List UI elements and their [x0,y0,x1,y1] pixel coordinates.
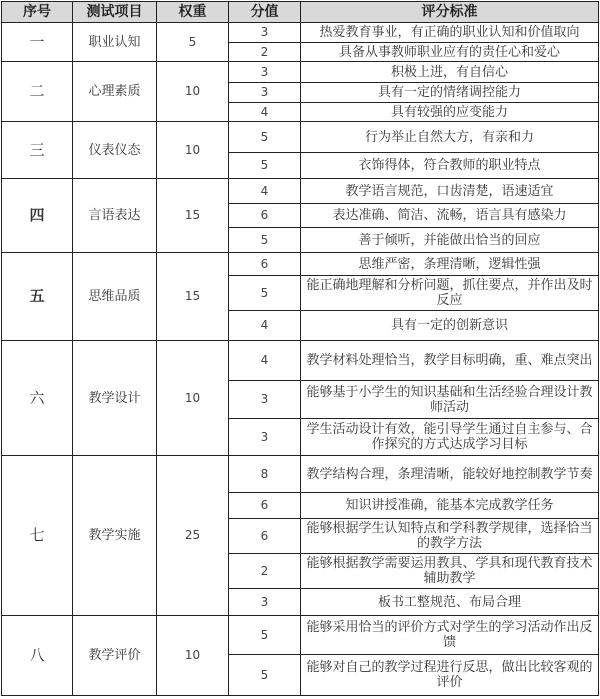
header-item: 测试项目 [73,2,157,23]
score-value: 4 [229,179,301,204]
test-item: 职业认知 [73,23,157,62]
criterion-text: 教学语言规范，口齿清楚，语速适宜 [301,179,599,204]
weight-value: 10 [157,341,229,456]
criterion-text: 积极上进，有自信心 [301,62,599,83]
section-number: 七 [2,456,73,616]
criterion-text: 板书工整规范、布局合理 [301,589,599,616]
test-item: 教学设计 [73,341,157,456]
score-value: 3 [229,419,301,456]
test-item: 教学实施 [73,456,157,616]
table-row [2,62,599,83]
section-number: 二 [2,62,73,122]
criterion-text: 能够根据教学需要运用教具、学具和现代教育技术辅助教学 [301,554,599,589]
score-value: 2 [229,554,301,589]
test-item: 言语表达 [73,179,157,253]
section-number: 八 [2,616,73,696]
header-seq: 序号 [2,2,73,23]
score-value: 5 [229,153,301,179]
table-row [2,122,599,153]
table-row [2,456,599,493]
score-value: 3 [229,23,301,43]
score-value: 6 [229,204,301,228]
criterion-text: 教学材料处理恰当，教学目标明确，重、难点突出 [301,341,599,381]
weight-value: 15 [157,253,229,341]
criterion-text: 教学结构合理，条理清晰，能较好地控制教学节奏 [301,456,599,493]
table-row [2,341,599,381]
criterion-text: 知识讲授准确，能基本完成教学任务 [301,493,599,519]
criterion-text: 行为举止自然大方，有亲和力 [301,122,599,153]
score-value: 3 [229,62,301,83]
weight-value: 25 [157,456,229,616]
table-row [2,23,599,43]
criterion-text: 能正确地理解和分析问题，抓住要点，并作出及时反应 [301,276,599,311]
criterion-text: 能够根据学生认知特点和学科教学规律，选择恰当的教学方法 [301,519,599,554]
table-row [2,616,599,655]
score-value: 3 [229,381,301,419]
criterion-text: 具有一定的情绪调控能力 [301,83,599,103]
weight-value: 5 [157,23,229,62]
criterion-text: 衣饰得体，符合教师的职业特点 [301,153,599,179]
header-criteria: 评分标准 [301,2,599,23]
criterion-text: 思维严密，条理清晰，逻辑性强 [301,253,599,276]
criterion-text: 能够对自己的教学过程进行反思，做出比较客观的评价 [301,655,599,696]
score-value: 5 [229,122,301,153]
score-value: 6 [229,493,301,519]
score-value: 6 [229,253,301,276]
score-value: 5 [229,228,301,253]
score-value: 2 [229,43,301,62]
section-number: 一 [2,23,73,62]
weight-value: 10 [157,122,229,179]
score-value: 3 [229,83,301,103]
test-item: 仪表仪态 [73,122,157,179]
score-value: 5 [229,616,301,655]
table-body [2,23,599,696]
table-row [2,253,599,276]
score-value: 6 [229,519,301,554]
section-number: 四 [2,179,73,253]
test-item: 思维品质 [73,253,157,341]
section-number: 三 [2,122,73,179]
weight-value: 10 [157,62,229,122]
weight-value: 15 [157,179,229,253]
header-row [2,2,599,23]
criterion-text: 表达准确、简洁、流畅，语言具有感染力 [301,204,599,228]
table-row [2,179,599,204]
scoring-table [1,1,599,696]
score-value: 4 [229,103,301,122]
criterion-text: 善于倾听，并能做出恰当的回应 [301,228,599,253]
score-value: 5 [229,655,301,696]
criterion-text: 学生活动设计有效，能引导学生通过自主参与、合作探究的方式达成学习目标 [301,419,599,456]
criterion-text: 具有一定的创新意识 [301,311,599,341]
criterion-text: 能够采用恰当的评价方式对学生的学习活动作出反馈 [301,616,599,655]
header-weight: 权重 [157,2,229,23]
score-value: 5 [229,276,301,311]
criterion-text: 具备从事教师职业应有的责任心和爱心 [301,43,599,62]
criterion-text: 热爱教育事业，有正确的职业认知和价值取向 [301,23,599,43]
header-score: 分值 [229,2,301,23]
weight-value: 10 [157,616,229,696]
criterion-text: 能够基于小学生的知识基础和生活经验合理设计教师活动 [301,381,599,419]
section-number: 六 [2,341,73,456]
criterion-text: 具有较强的应变能力 [301,103,599,122]
score-value: 4 [229,311,301,341]
test-item: 教学评价 [73,616,157,696]
score-value: 4 [229,341,301,381]
test-item: 心理素质 [73,62,157,122]
section-number: 五 [2,253,73,341]
score-value: 8 [229,456,301,493]
score-value: 3 [229,589,301,616]
